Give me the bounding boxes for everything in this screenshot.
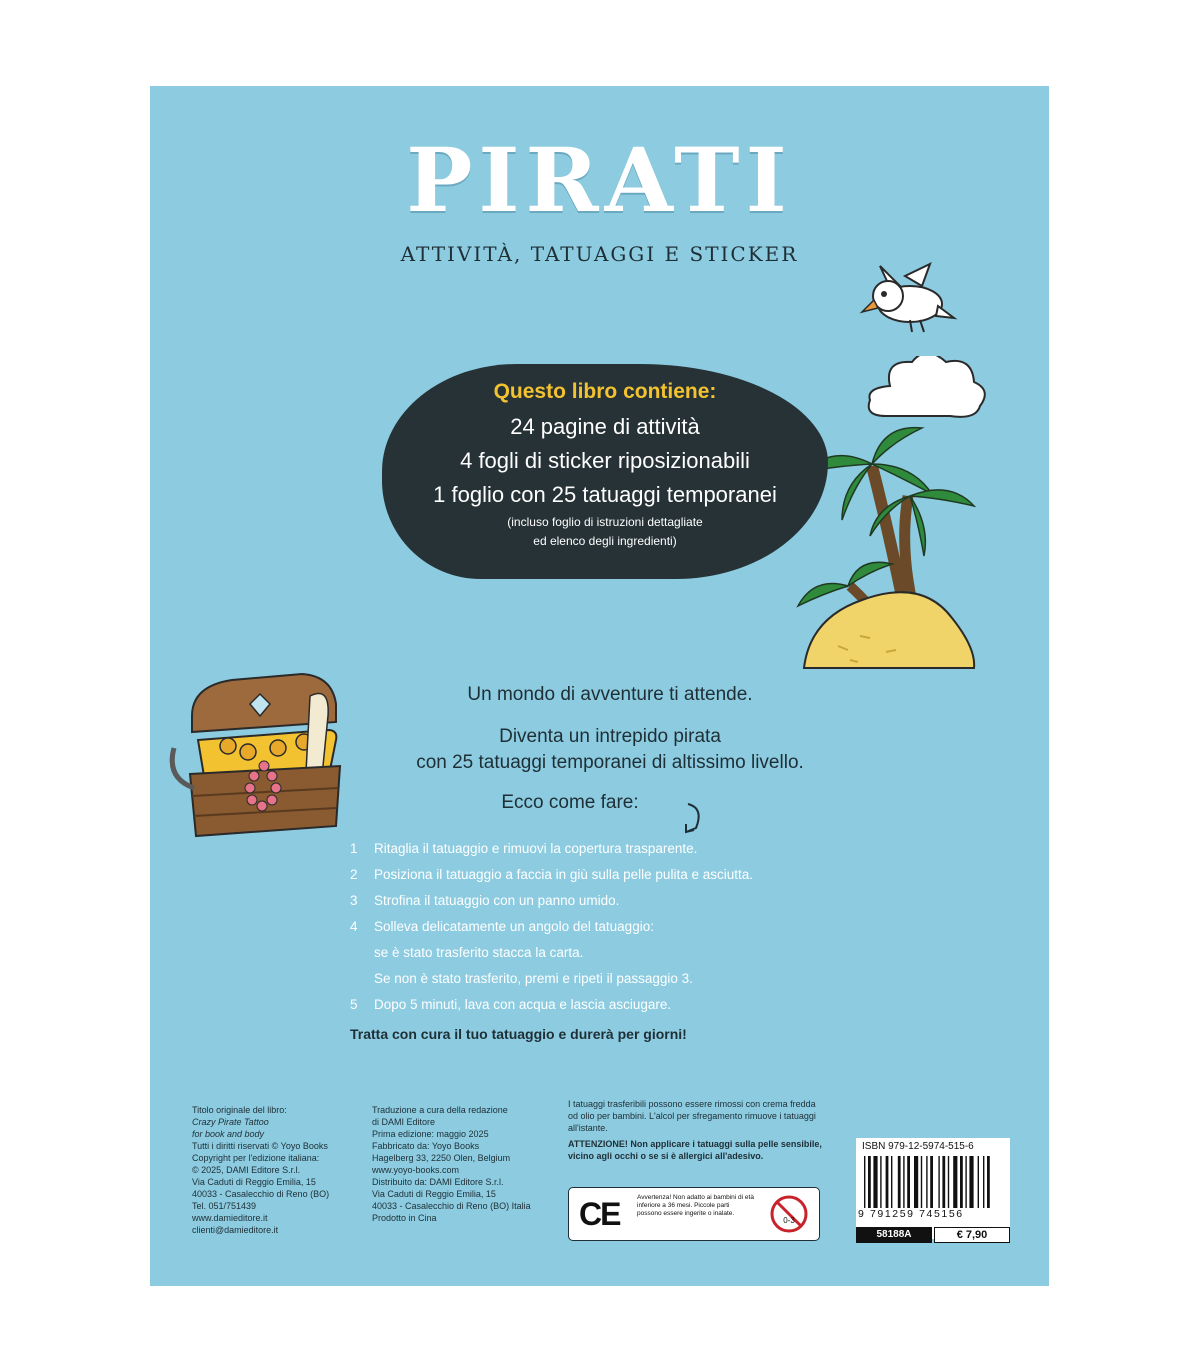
barcode-bar	[987, 1156, 990, 1208]
ce-safety-box	[568, 1187, 820, 1241]
contents-item: 1 foglio con 25 tatuaggi temporanei	[433, 482, 777, 507]
ce-mark: CE	[579, 1196, 620, 1232]
book-title: PIRATI	[406, 128, 793, 232]
age-warning-icon	[769, 1194, 809, 1234]
isbn-text: ISBN 979-12-5974-515-6	[862, 1141, 974, 1152]
instruction-step: 2 Posiziona il tatuaggio a faccia in giù sulla pelle pulita e asciutta.	[350, 867, 753, 882]
barcode-bar	[868, 1156, 871, 1208]
product-code: 58188A	[856, 1227, 932, 1243]
barcode-bar	[898, 1156, 901, 1208]
closing-line: Tratta con cura il tuo tatuaggio e durerà per giorni!	[350, 1026, 687, 1042]
barcode-bar	[969, 1156, 973, 1208]
instruction-step: 3 Strofina il tatuaggio con un panno umido.	[350, 893, 620, 908]
contents-item: 4 fogli di sticker riposizionabili	[460, 448, 750, 473]
instruction-step: se è stato trasferito stacca la carta.	[374, 945, 584, 960]
barcode-bar	[938, 1156, 939, 1208]
intro-line: Un mondo di avventure ti attende.	[467, 684, 753, 705]
intro-line: con 25 tatuaggi temporanei di altissimo livello.	[416, 752, 804, 773]
barcode-bar	[864, 1156, 865, 1208]
colophon-middle: Traduzione a cura della redazione di DAMI Editore Prima edizione: maggio 2025 Fabbricato da: Yoyo Books Hagelberg 33, 2250 Olen, Belgium www.yoyo-books.com Distribuito da: DAMI Editore S.r.l. Via Caduti di Reggio Emilia, 15 40033 - Casalecchio di Reno (BO) Italia Prodotto in Cina	[372, 1105, 531, 1223]
intro-line: Diventa un intrepido pirata	[499, 726, 721, 747]
ce-warning-text: Avvertenza! Non adatto ai bambini di età inferiore a 36 mesi. Piccole parti possono essere ingerite o inalate.	[637, 1194, 754, 1217]
svg-text:0-3: 0-3	[783, 1216, 795, 1225]
instruction-step: Se non è stato trasferito, premi e ripeti il passaggio 3.	[374, 971, 693, 986]
barcode-panel	[856, 1138, 1010, 1239]
barcode-bar	[953, 1156, 957, 1208]
contents-heading: Questo libro contiene:	[493, 380, 717, 403]
barcode-bar	[926, 1156, 927, 1208]
book-subtitle: ATTIVITÀ, TATUAGGI E STICKER	[400, 242, 799, 266]
instruction-steps	[350, 836, 870, 1018]
contents-text	[382, 380, 828, 550]
barcode-bar	[948, 1156, 949, 1208]
barcode-bar	[891, 1156, 892, 1208]
barcode-bar	[873, 1156, 877, 1208]
barcode-bar	[960, 1156, 963, 1208]
arrow-icon	[678, 802, 708, 836]
barcode-bar	[907, 1156, 910, 1208]
barcode-bar	[903, 1156, 904, 1208]
barcode-digits: 9 791259 745156	[858, 1208, 964, 1220]
barcode-bar	[930, 1156, 933, 1208]
barcode-bar	[942, 1156, 945, 1208]
barcode-bar	[983, 1156, 984, 1208]
barcode-bar	[921, 1156, 922, 1208]
barcode-bar	[965, 1156, 966, 1208]
barcode-bar	[914, 1156, 918, 1208]
price-label: € 7,90	[934, 1227, 1010, 1243]
how-to-heading: Ecco come fare:	[501, 792, 639, 813]
contents-note: (incluso foglio di istruzioni dettagliate	[507, 515, 703, 529]
tattoo-warning: I tatuaggi trasferibili possono essere rimossi con crema fredda od olio per bambini. L'alcol per sfregamento rimuove i tatuaggi all'istante. ATTENZIONE! Non applicare i tatuaggi sulla pelle sensibile, vicino agli occhi o se si è allergici all'adesivo.	[568, 1099, 822, 1161]
barcode-bar	[978, 1156, 979, 1208]
treasure-chest-illustration	[168, 656, 358, 846]
barcode	[864, 1156, 1004, 1208]
book-back-cover	[150, 86, 1049, 1286]
colophon-left: Titolo originale del libro: Crazy Pirate Tattoo for book and body Tutti i diritti riservati © Yoyo Books Copyright per l'edizione italiana: © 2025, DAMI Editore S.r.l. Via Caduti di Reggio Emilia, 15 40033 - Casalecchio di Reno (BO) Tel. 051/751439 www.damieditore.it clienti@damieditore.it	[192, 1105, 330, 1235]
seagull-illustration	[850, 256, 970, 346]
contents-note: ed elenco degli ingredienti)	[533, 534, 677, 548]
barcode-bar	[880, 1156, 881, 1208]
barcode-bar	[886, 1156, 889, 1208]
instruction-step: 4 Solleva delicatamente un angolo del tatuaggio:	[350, 919, 654, 934]
instruction-step: 1 Ritaglia il tatuaggio e rimuovi la copertura trasparente.	[350, 841, 698, 856]
instruction-step: 5 Dopo 5 minuti, lava con acqua e lascia asciugare.	[350, 997, 672, 1012]
contents-item: 24 pagine di attività	[510, 414, 700, 439]
